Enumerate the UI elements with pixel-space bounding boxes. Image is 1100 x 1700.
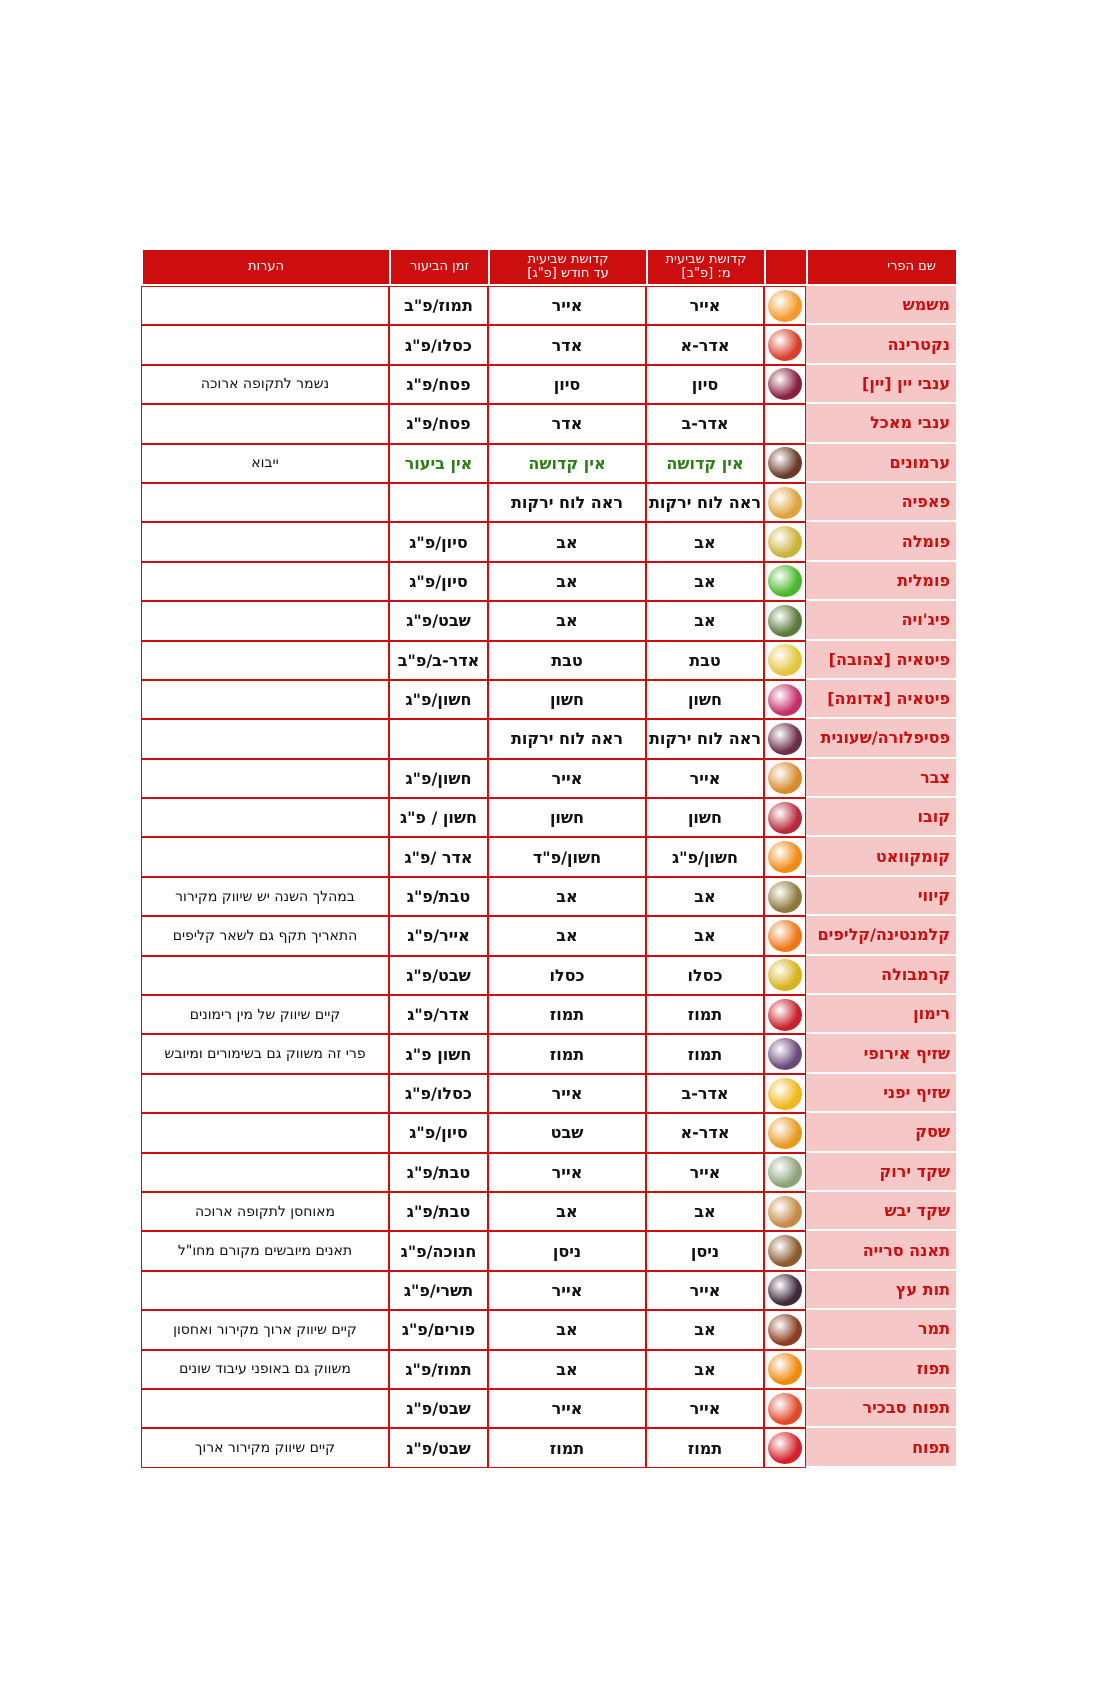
kedusha-until: תמוז xyxy=(488,1034,646,1073)
fruit-image xyxy=(764,956,806,995)
fruit-name: צבר xyxy=(806,759,956,798)
header-notes: הערות xyxy=(141,250,389,284)
fruit-name: פיטאיה [צהובה] xyxy=(806,641,956,680)
kedusha-from: אייר xyxy=(646,759,764,798)
biur-time: חשון / פ"ג xyxy=(389,798,488,837)
biur-time: פורים/פ"ג xyxy=(389,1310,488,1349)
fruit-name: קומקוואט xyxy=(806,837,956,876)
note xyxy=(141,680,389,719)
biur-time: תמוז/פ"ג xyxy=(389,1350,488,1389)
note: קיים שיווק מקירור ארוך xyxy=(141,1428,389,1467)
fruit-image xyxy=(764,1350,806,1389)
fruit-name: שסק xyxy=(806,1113,956,1152)
header-until-line1: קדושת שביעית xyxy=(527,252,609,267)
note: במהלך השנה יש שיווק מקירור xyxy=(141,877,389,916)
fruit-name: שזיף יפני xyxy=(806,1074,956,1113)
kedusha-from: אדר-ב xyxy=(646,1074,764,1113)
note xyxy=(141,483,389,522)
kedusha-until: חשון xyxy=(488,798,646,837)
fruit-image xyxy=(764,1113,806,1152)
fruit-image xyxy=(764,562,806,601)
kedusha-until: תמוז xyxy=(488,1428,646,1467)
table-row xyxy=(141,719,956,758)
kedusha-from: כסלו xyxy=(646,956,764,995)
table-row xyxy=(141,365,956,404)
fruit-name: קיווי xyxy=(806,877,956,916)
kedusha-until: אייר xyxy=(488,1389,646,1428)
kedusha-from: תמוז xyxy=(646,995,764,1034)
header-from xyxy=(646,250,764,284)
biur-time: טבת/פ"ג xyxy=(389,1192,488,1231)
kedusha-from: אב xyxy=(646,1350,764,1389)
biur-time: אין ביעור xyxy=(389,444,488,483)
kedusha-until: ראה לוח ירקות xyxy=(488,719,646,758)
biur-time: חשון/פ"ג xyxy=(389,680,488,719)
header-name: שם הפרי xyxy=(806,250,956,284)
note xyxy=(141,1113,389,1152)
fruit-name: משמש xyxy=(806,286,956,325)
note xyxy=(141,404,389,443)
table-row xyxy=(141,956,956,995)
fruit-image xyxy=(764,1428,806,1467)
table-row xyxy=(141,483,956,522)
kedusha-from: חשון/פ"ג xyxy=(646,837,764,876)
fruit-photo-icon xyxy=(768,802,802,834)
kedusha-until: אב xyxy=(488,916,646,955)
biur-time xyxy=(389,719,488,758)
kedusha-from: אב xyxy=(646,877,764,916)
table-row xyxy=(141,1192,956,1231)
kedusha-from: אייר xyxy=(646,1389,764,1428)
fruit-image xyxy=(764,286,806,325)
note: קיים שיווק של מין רימונים xyxy=(141,995,389,1034)
table-row xyxy=(141,641,956,680)
table-row xyxy=(141,1310,956,1349)
fruit-photo-icon xyxy=(768,1235,802,1267)
table-row xyxy=(141,562,956,601)
fruit-image xyxy=(764,759,806,798)
kedusha-until: אייר xyxy=(488,1074,646,1113)
kedusha-from: חשון xyxy=(646,798,764,837)
fruit-photo-icon xyxy=(768,1156,802,1188)
biur-time: שבט/פ"ג xyxy=(389,956,488,995)
note: פרי זה משווק גם בשימורים ומיובש xyxy=(141,1034,389,1073)
fruit-photo-icon xyxy=(768,1196,802,1228)
kedusha-from: ניסן xyxy=(646,1231,764,1270)
table-row xyxy=(141,1034,956,1073)
fruit-name: קלמנטינה/קליפים xyxy=(806,916,956,955)
kedusha-until: אב xyxy=(488,1310,646,1349)
fruit-photo-icon xyxy=(768,1038,802,1070)
fruit-name: פיג'ויה xyxy=(806,601,956,640)
fruit-shmita-table xyxy=(141,250,956,1468)
table-row xyxy=(141,1231,956,1270)
fruit-name: שקד יבש xyxy=(806,1192,956,1231)
fruit-image xyxy=(764,404,806,443)
kedusha-from: אב xyxy=(646,522,764,561)
fruit-image xyxy=(764,444,806,483)
table-row xyxy=(141,798,956,837)
fruit-name: שזיף אירופי xyxy=(806,1034,956,1073)
fruit-photo-icon xyxy=(768,1274,802,1306)
kedusha-until: אב xyxy=(488,877,646,916)
table-row xyxy=(141,916,956,955)
biur-time: אדר/פ"ג xyxy=(389,995,488,1034)
fruit-photo-icon xyxy=(768,999,802,1031)
biur-time: אדר /פ"ג xyxy=(389,837,488,876)
biur-time: פסח/פ"ג xyxy=(389,365,488,404)
table-row xyxy=(141,404,956,443)
kedusha-from: תמוז xyxy=(646,1034,764,1073)
note xyxy=(141,601,389,640)
fruit-photo-icon xyxy=(768,408,802,440)
table-row xyxy=(141,1074,956,1113)
header-image xyxy=(764,250,806,284)
table-row xyxy=(141,1350,956,1389)
fruit-photo-icon xyxy=(768,1078,802,1110)
fruit-photo-icon xyxy=(768,329,802,361)
fruit-photo-icon xyxy=(768,762,802,794)
table-row xyxy=(141,601,956,640)
kedusha-until: ניסן xyxy=(488,1231,646,1270)
note xyxy=(141,286,389,325)
fruit-name: ענבי יין [יין] xyxy=(806,365,956,404)
fruit-photo-icon xyxy=(768,447,802,479)
biur-time: פסח/פ"ג xyxy=(389,404,488,443)
fruit-photo-icon xyxy=(768,526,802,558)
table-row xyxy=(141,995,956,1034)
table-body xyxy=(141,286,956,1468)
fruit-image xyxy=(764,1192,806,1231)
note xyxy=(141,1153,389,1192)
table-row xyxy=(141,759,956,798)
fruit-photo-icon xyxy=(768,368,802,400)
fruit-image xyxy=(764,1074,806,1113)
fruit-image xyxy=(764,916,806,955)
fruit-name: תפוח xyxy=(806,1428,956,1467)
table-row xyxy=(141,877,956,916)
fruit-photo-icon xyxy=(768,684,802,716)
biur-time: חנוכה/פ"ג xyxy=(389,1231,488,1270)
fruit-name: פומלה xyxy=(806,522,956,561)
kedusha-from: ראה לוח ירקות xyxy=(646,719,764,758)
note: מאוחסן לתקופה ארוכה xyxy=(141,1192,389,1231)
kedusha-from: אב xyxy=(646,1310,764,1349)
table-row xyxy=(141,1113,956,1152)
note xyxy=(141,522,389,561)
fruit-photo-icon xyxy=(768,1117,802,1149)
biur-time: שבט/פ"ג xyxy=(389,1428,488,1467)
fruit-name: תות עץ xyxy=(806,1271,956,1310)
fruit-photo-icon xyxy=(768,841,802,873)
biur-time: סיון/פ"ג xyxy=(389,1113,488,1152)
table-row xyxy=(141,1271,956,1310)
note xyxy=(141,719,389,758)
fruit-image xyxy=(764,995,806,1034)
fruit-image xyxy=(764,1310,806,1349)
fruit-name: תמר xyxy=(806,1310,956,1349)
biur-time: חשון/פ"ג xyxy=(389,759,488,798)
note: קיים שיווק ארוך מקירור ואחסון xyxy=(141,1310,389,1349)
note: התאריך תקף גם לשאר קליפים xyxy=(141,916,389,955)
fruit-image xyxy=(764,1231,806,1270)
fruit-image xyxy=(764,483,806,522)
header-from-line2: מ: [פ"ב] xyxy=(681,266,731,281)
fruit-name: פסיפלורה/שעונית xyxy=(806,719,956,758)
table-row xyxy=(141,680,956,719)
kedusha-from: אב xyxy=(646,601,764,640)
fruit-image xyxy=(764,1153,806,1192)
kedusha-from: אב xyxy=(646,916,764,955)
note: תאנים מיובשים מקורם מחו"ל xyxy=(141,1231,389,1270)
fruit-image xyxy=(764,601,806,640)
fruit-photo-icon xyxy=(768,881,802,913)
note: משווק גם באופני עיבוד שונים xyxy=(141,1350,389,1389)
header-from-line1: קדושת שביעית xyxy=(665,252,747,267)
kedusha-from: ראה לוח ירקות xyxy=(646,483,764,522)
kedusha-until: סיון xyxy=(488,365,646,404)
note xyxy=(141,837,389,876)
fruit-photo-icon xyxy=(768,487,802,519)
kedusha-until: אדר xyxy=(488,325,646,364)
note xyxy=(141,562,389,601)
kedusha-from: סיון xyxy=(646,365,764,404)
note xyxy=(141,956,389,995)
fruit-photo-icon xyxy=(768,920,802,952)
table-row xyxy=(141,1389,956,1428)
header-biur: זמן הביעור xyxy=(389,250,488,284)
kedusha-until: טבת xyxy=(488,641,646,680)
fruit-name: קובו xyxy=(806,798,956,837)
fruit-photo-icon xyxy=(768,1432,802,1464)
fruit-name: תפוז xyxy=(806,1350,956,1389)
note xyxy=(141,325,389,364)
kedusha-until: אב xyxy=(488,1192,646,1231)
biur-time: סיון/פ"ג xyxy=(389,522,488,561)
biur-time: סיון/פ"ג xyxy=(389,562,488,601)
kedusha-from: אין קדושה xyxy=(646,444,764,483)
fruit-image xyxy=(764,325,806,364)
kedusha-from: אדר-א xyxy=(646,325,764,364)
kedusha-until: אייר xyxy=(488,286,646,325)
fruit-name: פומלית xyxy=(806,562,956,601)
fruit-image xyxy=(764,837,806,876)
fruit-image xyxy=(764,641,806,680)
kedusha-until: חשון/פ"ד xyxy=(488,837,646,876)
table-row xyxy=(141,1153,956,1192)
header-until-line2: עד חודש [פ"ג] xyxy=(527,266,609,281)
kedusha-until: שבט xyxy=(488,1113,646,1152)
fruit-name: תפוח סבכיר xyxy=(806,1389,956,1428)
fruit-image xyxy=(764,365,806,404)
kedusha-until: אב xyxy=(488,1350,646,1389)
fruit-name: תאנה סרייה xyxy=(806,1231,956,1270)
note xyxy=(141,759,389,798)
kedusha-until: ראה לוח ירקות xyxy=(488,483,646,522)
biur-time: טבת/פ"ג xyxy=(389,1153,488,1192)
fruit-name: ענבי מאכל xyxy=(806,404,956,443)
fruit-name: קרמבולה xyxy=(806,956,956,995)
biur-time: תמוז/פ"ב xyxy=(389,286,488,325)
note xyxy=(141,1074,389,1113)
fruit-photo-icon xyxy=(768,644,802,676)
note xyxy=(141,641,389,680)
fruit-image xyxy=(764,1034,806,1073)
kedusha-from: אב xyxy=(646,1192,764,1231)
table-row xyxy=(141,325,956,364)
note xyxy=(141,1271,389,1310)
kedusha-until: אין קדושה xyxy=(488,444,646,483)
kedusha-until: אייר xyxy=(488,1271,646,1310)
note xyxy=(141,798,389,837)
fruit-image xyxy=(764,1389,806,1428)
kedusha-from: תמוז xyxy=(646,1428,764,1467)
note: ייבוא xyxy=(141,444,389,483)
biur-time: תשרי/פ"ג xyxy=(389,1271,488,1310)
biur-time: כסלו/פ"ג xyxy=(389,325,488,364)
header-until xyxy=(488,250,646,284)
fruit-name: ערמונים xyxy=(806,444,956,483)
kedusha-from: אייר xyxy=(646,1271,764,1310)
note xyxy=(141,1389,389,1428)
table-header xyxy=(141,250,956,284)
table-row xyxy=(141,522,956,561)
kedusha-until: אב xyxy=(488,601,646,640)
kedusha-from: אב xyxy=(646,562,764,601)
kedusha-until: חשון xyxy=(488,680,646,719)
kedusha-from: אייר xyxy=(646,1153,764,1192)
fruit-image xyxy=(764,1271,806,1310)
fruit-photo-icon xyxy=(768,1393,802,1425)
fruit-image xyxy=(764,798,806,837)
kedusha-from: אדר-א xyxy=(646,1113,764,1152)
kedusha-until: אייר xyxy=(488,1153,646,1192)
biur-time: שבט/פ"ג xyxy=(389,1389,488,1428)
fruit-name: נקטרינה xyxy=(806,325,956,364)
table-row xyxy=(141,1428,956,1467)
fruit-name: פאפיה xyxy=(806,483,956,522)
biur-time: אדר-ב/פ"ב xyxy=(389,641,488,680)
fruit-photo-icon xyxy=(768,605,802,637)
fruit-image xyxy=(764,719,806,758)
note: נשמר לתקופה ארוכה xyxy=(141,365,389,404)
kedusha-until: כסלו xyxy=(488,956,646,995)
biur-time: חשון פ"ג xyxy=(389,1034,488,1073)
fruit-photo-icon xyxy=(768,959,802,991)
fruit-photo-icon xyxy=(768,565,802,597)
table-row xyxy=(141,286,956,325)
kedusha-until: תמוז xyxy=(488,995,646,1034)
fruit-name: פיטאיה [אדומה] xyxy=(806,680,956,719)
biur-time: שבט/פ"ג xyxy=(389,601,488,640)
biur-time: אייר/פ"ג xyxy=(389,916,488,955)
fruit-image xyxy=(764,522,806,561)
fruit-photo-icon xyxy=(768,1314,802,1346)
fruit-name: שקד ירוק xyxy=(806,1153,956,1192)
biur-time: טבת/פ"ג xyxy=(389,877,488,916)
kedusha-from: חשון xyxy=(646,680,764,719)
kedusha-until: אייר xyxy=(488,759,646,798)
fruit-name: רימון xyxy=(806,995,956,1034)
fruit-photo-icon xyxy=(768,723,802,755)
fruit-image xyxy=(764,877,806,916)
kedusha-from: טבת xyxy=(646,641,764,680)
kedusha-from: אייר xyxy=(646,286,764,325)
kedusha-until: אב xyxy=(488,562,646,601)
kedusha-from: אדר-ב xyxy=(646,404,764,443)
kedusha-until: אדר xyxy=(488,404,646,443)
table-row xyxy=(141,837,956,876)
fruit-photo-icon xyxy=(768,290,802,322)
fruit-photo-icon xyxy=(768,1353,802,1385)
table-row xyxy=(141,444,956,483)
biur-time: כסלו/פ"ג xyxy=(389,1074,488,1113)
fruit-image xyxy=(764,680,806,719)
kedusha-until: אב xyxy=(488,522,646,561)
biur-time xyxy=(389,483,488,522)
